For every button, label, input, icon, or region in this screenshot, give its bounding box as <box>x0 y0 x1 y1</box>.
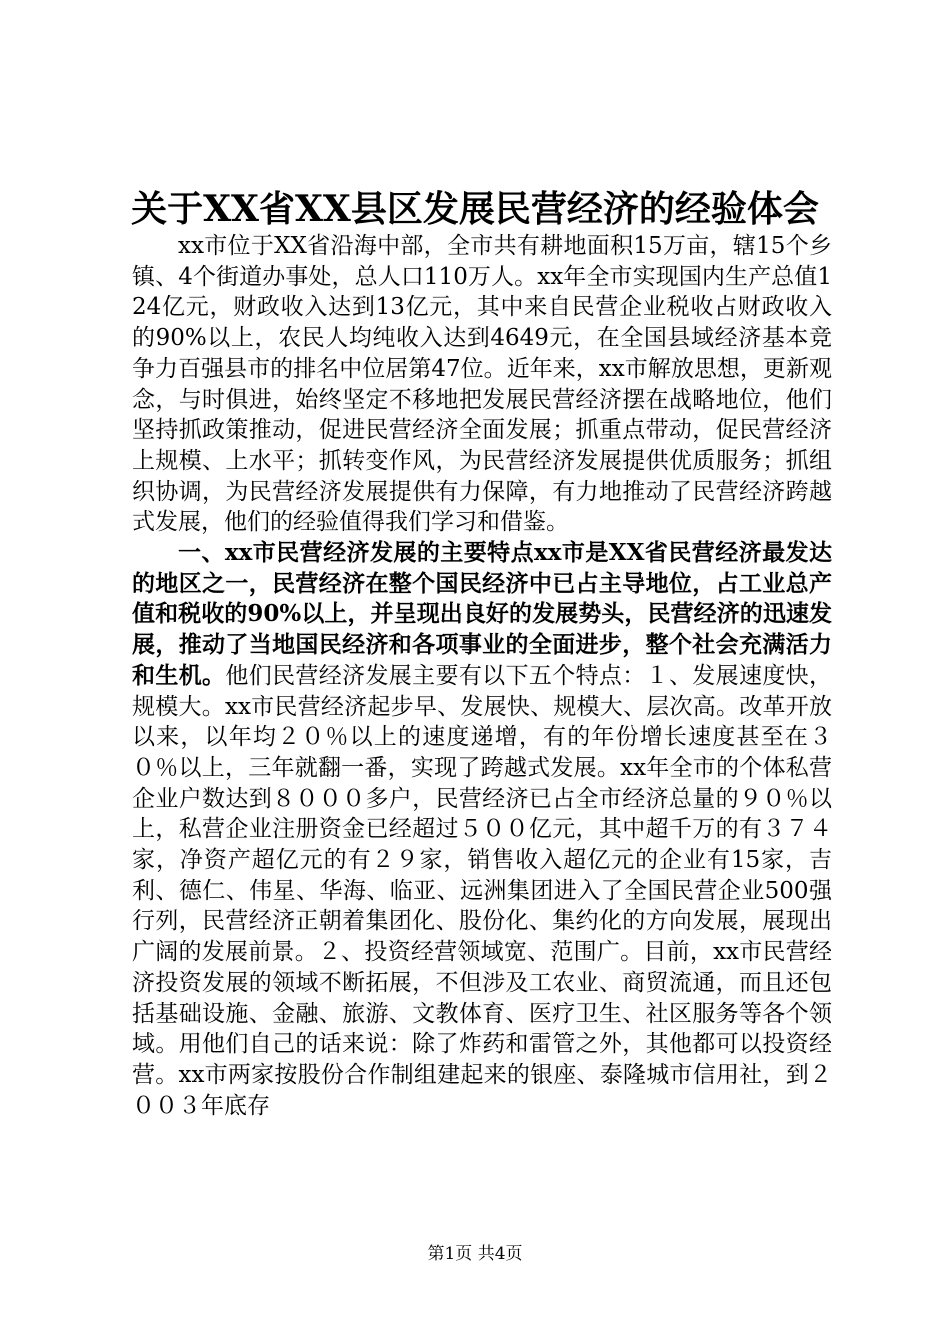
document-body <box>132 231 832 1121</box>
document-title: 关于XX省XX县区发展民营经济的经验体会 <box>131 188 819 230</box>
section-body-text: 他们民营经济发展主要有以下五个特点：１、发展速度快，规模大。xx市民营经济起步早、发展快、规模大、层次高。改革开放以来，以年均２０％以上的速度递增，有的年份增长速度甚至在３０％以上，三年就翻一番，实现了跨越式发展。xx年全市的个体私营企业户数达到８０００多户，民营经济已占全市经济总量的９０％以上，私营企业注册资金已经超过５００亿元，其中超千万的有３７４家，净资产超亿元的有２９家，销售收入超亿元的企业有15家，吉利、德仁、伟星、华海、临亚、远洲集团进入了全国民营企业500强行列，民营经济正朝着集团化、股份化、集约化的方向发展，展现出广阔的发展前景。２、投资经营领域宽、范围广。目前，xx市民营经济投资发展的领域不断拓展，不但涉及工农业、商贸流通，而且还包括基础设施、金融、旅游、文教体育、医疗卫生、社区服务等各个领域。用他们自己的话来说：除了炸药和雷管之外，其他都可以投资经营。xx市两家按股份合作制组建起来的银座、泰隆城市信用社，到２００３年底存 <box>132 662 833 1119</box>
paragraph-section-one <box>132 538 832 1121</box>
page-number-footer: 第1页 共4页 <box>427 1244 523 1264</box>
section-heading-bold: 一、xx市民营经济发展的主要特点xx市是XX省民营经济最发达的地区之一，民营经济在整个国民经济中已占主导地位，占工业总产值和税收的90%以上，并呈现出良好的发展势头，民营经济的迅速发展，推动了当地国民经济和各项事业的全面进步，整个社会充满活力和生机。 <box>132 539 832 689</box>
paragraph-intro: xx市位于XX省沿海中部，全市共有耕地面积15万亩，辖15个乡镇、4个街道办事处，总人口110万人。xx年全市实现国内生产总值124亿元，财政收入达到13亿元，其中来自民营企业税收占财政收入的90%以上，农民人均纯收入达到4649元，在全国县域经济基本竞争力百强县市的排名中位居第47位。近年来，xx市解放思想，更新观念，与时俱进，始终坚定不移地把发展民营经济摆在战略地位，他们坚持抓政策推动，促进民营经济全面发展；抓重点带动，促民营经济上规模、上水平；抓转变作风，为民营经济发展提供优质服务；抓组织协调，为民营经济发展提供有力保障，有力地推动了民营经济跨越式发展，他们的经验值得我们学习和借鉴。 <box>132 233 832 536</box>
